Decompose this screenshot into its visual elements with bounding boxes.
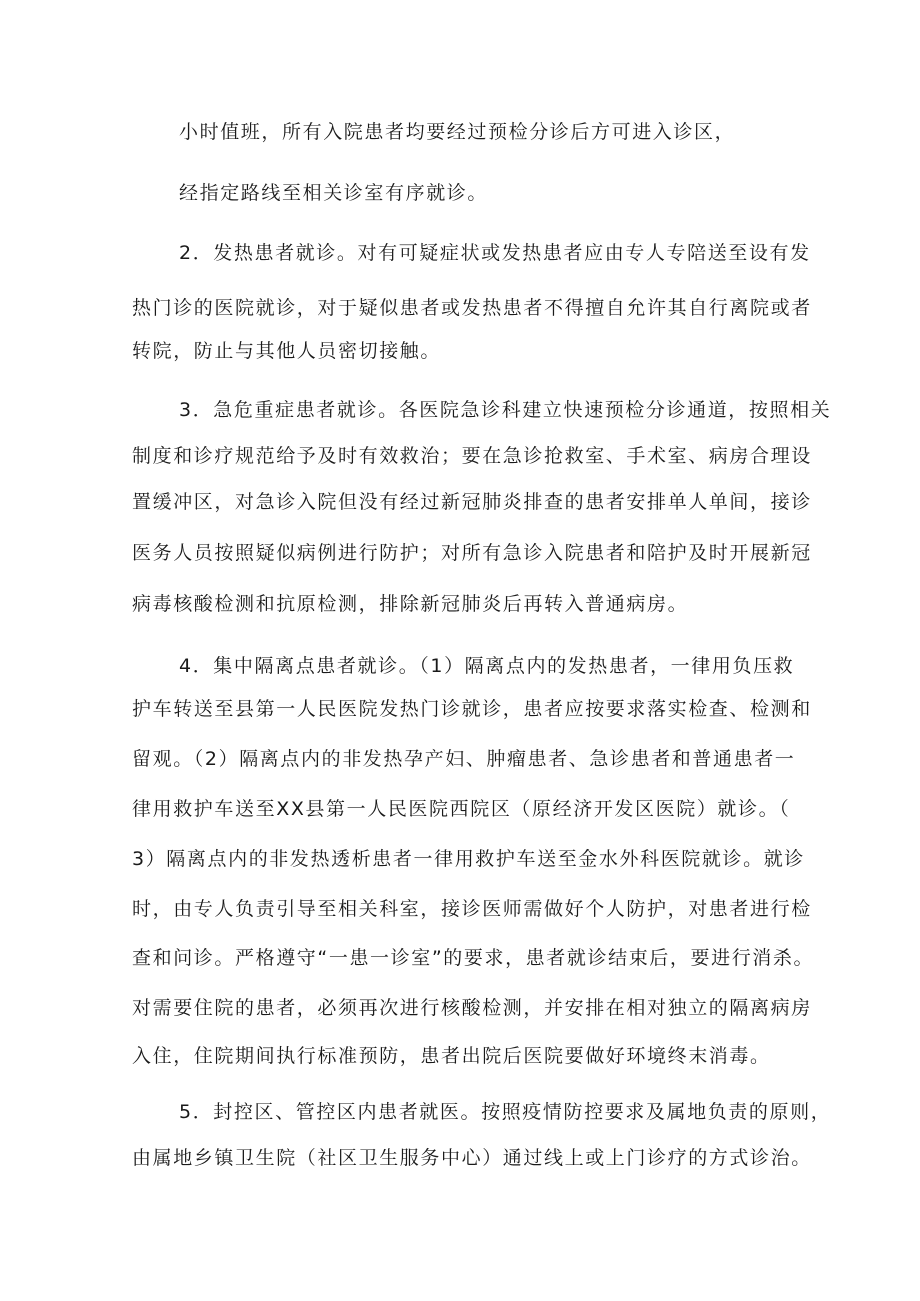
- paragraph-line: 置缓冲区，对急诊入院但没有经过新冠肺炎排查的患者安排单人单间，接诊: [132, 491, 812, 513]
- paragraph-line: 查和问诊。严格遵守“一患一诊室”的要求，患者就诊结束后，要进行消杀。: [132, 947, 815, 969]
- paragraph-line: 留观。（2）隔离点内的非发热孕产妇、肿瘤患者、急诊患者和普通患者一: [132, 748, 796, 770]
- paragraph-line: 对需要住院的患者，必须再次进行核酸检测，并安排在相对独立的隔离病房: [132, 997, 812, 1019]
- paragraph-line: 3．急危重症患者就诊。各医院急诊科建立快速预检分诊通道，按照相关: [179, 399, 832, 421]
- paragraph-line: 律用救护车送至XX县第一人民医院西院区（原经济开发区医院）就诊。（: [132, 798, 791, 820]
- paragraph-line: 经指定路线至相关诊室有序就诊。: [179, 182, 489, 204]
- paragraph-line: 护车转送至县第一人民医院发热门诊就诊，患者应按要求落实检查、检测和: [132, 698, 812, 720]
- paragraph-line: 制度和诊疗规范给予及时有效救治；要在急诊抢救室、手术室、病房合理设: [132, 445, 812, 467]
- paragraph-line: 由属地乡镇卫生院（社区卫生服务中心）通过线上或上门诊疗的方式诊治。: [132, 1147, 812, 1169]
- paragraph-line: 热门诊的医院就诊，对于疑似患者或发热患者不得擅自允许其自行离院或者: [132, 297, 812, 319]
- paragraph-line: 5．封控区、管控区内患者就医。按照疫情防控要求及属地负责的原则，: [179, 1101, 832, 1123]
- paragraph-line: 2．发热患者就诊。对有可疑症状或发热患者应由专人专陪送至设有发: [179, 242, 811, 264]
- paragraph-line: 3）隔离点内的非发热透析患者一律用救护车送至金水外科医院就诊。就诊: [132, 848, 805, 870]
- paragraph-line: 病毒核酸检测和抗原检测，排除新冠肺炎后再转入普通病房。: [132, 593, 689, 615]
- paragraph-line: 4．集中隔离点患者就诊。（1）隔离点内的发热患者，一律用负压救: [179, 655, 795, 677]
- paragraph-line: 医务人员按照疑似病例进行防护；对所有急诊入院患者和陪护及时开展新冠: [132, 542, 812, 564]
- paragraph-line: 入住，住院期间执行标准预防，患者出院后医院要做好环境终末消毒。: [132, 1045, 771, 1067]
- paragraph-line: 转院，防止与其他人员密切接触。: [132, 340, 442, 362]
- paragraph-line: 小时值班，所有入院患者均要经过预检分诊后方可进入诊区，: [179, 121, 736, 143]
- paragraph-line: 时，由专人负责引导至相关科室，接诊医师需做好个人防护，对患者进行检: [132, 898, 812, 920]
